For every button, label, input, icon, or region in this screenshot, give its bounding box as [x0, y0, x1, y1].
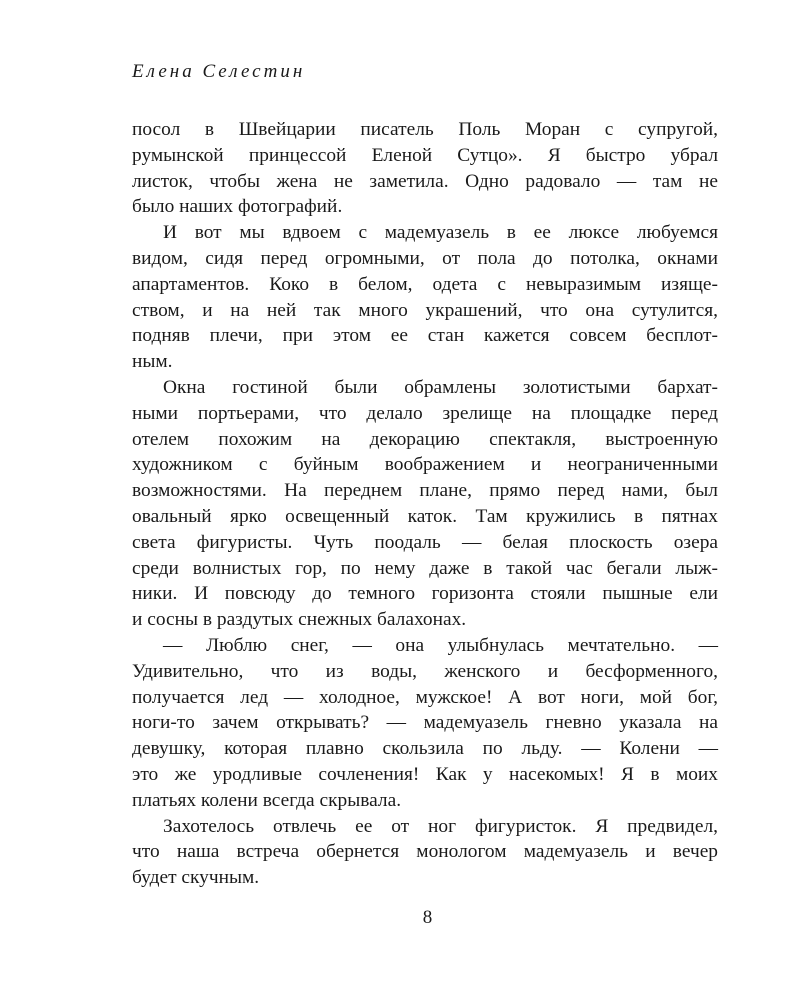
text-line: что наша встреча обернется монологом мадемуазель и вечер	[132, 841, 718, 863]
text-line: апартаментов. Коко в белом, одета с невыразимым изяще-	[132, 273, 718, 295]
paragraph	[132, 814, 718, 891]
text-line: было наших фотографий.	[132, 196, 343, 218]
text-line: ными портьерами, что делало зрелище на площадке перед	[132, 402, 718, 424]
paragraph	[132, 633, 718, 814]
text-line: платьях колени всегда скрывала.	[132, 789, 402, 811]
text-line: это же уродливые сочленения! Как у насекомых! Я в моих	[132, 763, 718, 785]
page-number: 8	[422, 907, 433, 928]
text-line: ством, и на ней так много украшений, что она сутулится,	[132, 299, 718, 321]
text-line: будет скучным.	[132, 867, 260, 889]
running-head-author: Елена Селестин	[132, 61, 306, 82]
text-line: — Люблю снег, — она улыбнулась мечтательно. —	[163, 634, 718, 656]
text-line: художником с буйным воображением и неограниченными	[132, 454, 718, 476]
text-line: и сосны в раздутых снежных балахонах.	[132, 609, 467, 631]
text-line: Окна гостиной были обрамлены золотистыми бархат-	[163, 376, 718, 398]
paragraph	[132, 375, 718, 633]
text-line: ноги-то зачем открывать? — мадемуазель гневно указала на	[132, 712, 718, 734]
paragraph	[132, 117, 718, 220]
paragraph	[132, 220, 718, 375]
text-line: подняв плечи, при этом ее стан кажется совсем бесплот-	[132, 325, 718, 347]
text-line: посол в Швейцарии писатель Поль Моран с супругой,	[132, 119, 718, 140]
text-line: ным.	[132, 351, 173, 373]
text-line: овальный ярко освещенный каток. Там кружились в пятнах	[132, 505, 718, 527]
text-line: возможностями. На переднем плане, прямо перед нами, был	[132, 480, 718, 502]
text-line: румынской принцессой Еленой Сутцо». Я быстро убрал	[132, 144, 718, 166]
body-text	[132, 117, 718, 891]
text-line: света фигуристы. Чуть поодаль — белая плоскость озера	[132, 531, 718, 553]
text-line: листок, чтобы жена не заметила. Одно радовало — там не	[132, 170, 718, 192]
text-line: Удивительно, что из воды, женского и бесформенного,	[132, 660, 718, 682]
text-line: получается лед — холодное, мужское! А вот ноги, мой бог,	[132, 686, 718, 708]
text-line: видом, сидя перед огромными, от пола до потолка, окнами	[132, 247, 718, 269]
text-line: девушку, которая плавно скользила по льду. — Колени —	[132, 738, 718, 760]
text-line: ники. И повсюду до темного горизонта стояли пышные ели	[132, 583, 718, 605]
text-line: отелем похожим на декорацию спектакля, выстроенную	[132, 428, 718, 450]
text-line: Захотелось отвлечь ее от ног фигуристок. Я предвидел,	[163, 815, 718, 837]
text-line: И вот мы вдвоем с мадемуазель в ее люксе любуемся	[163, 222, 718, 244]
text-line: среди волнистых гор, по нему даже в такой час бегали лыж-	[132, 557, 718, 579]
